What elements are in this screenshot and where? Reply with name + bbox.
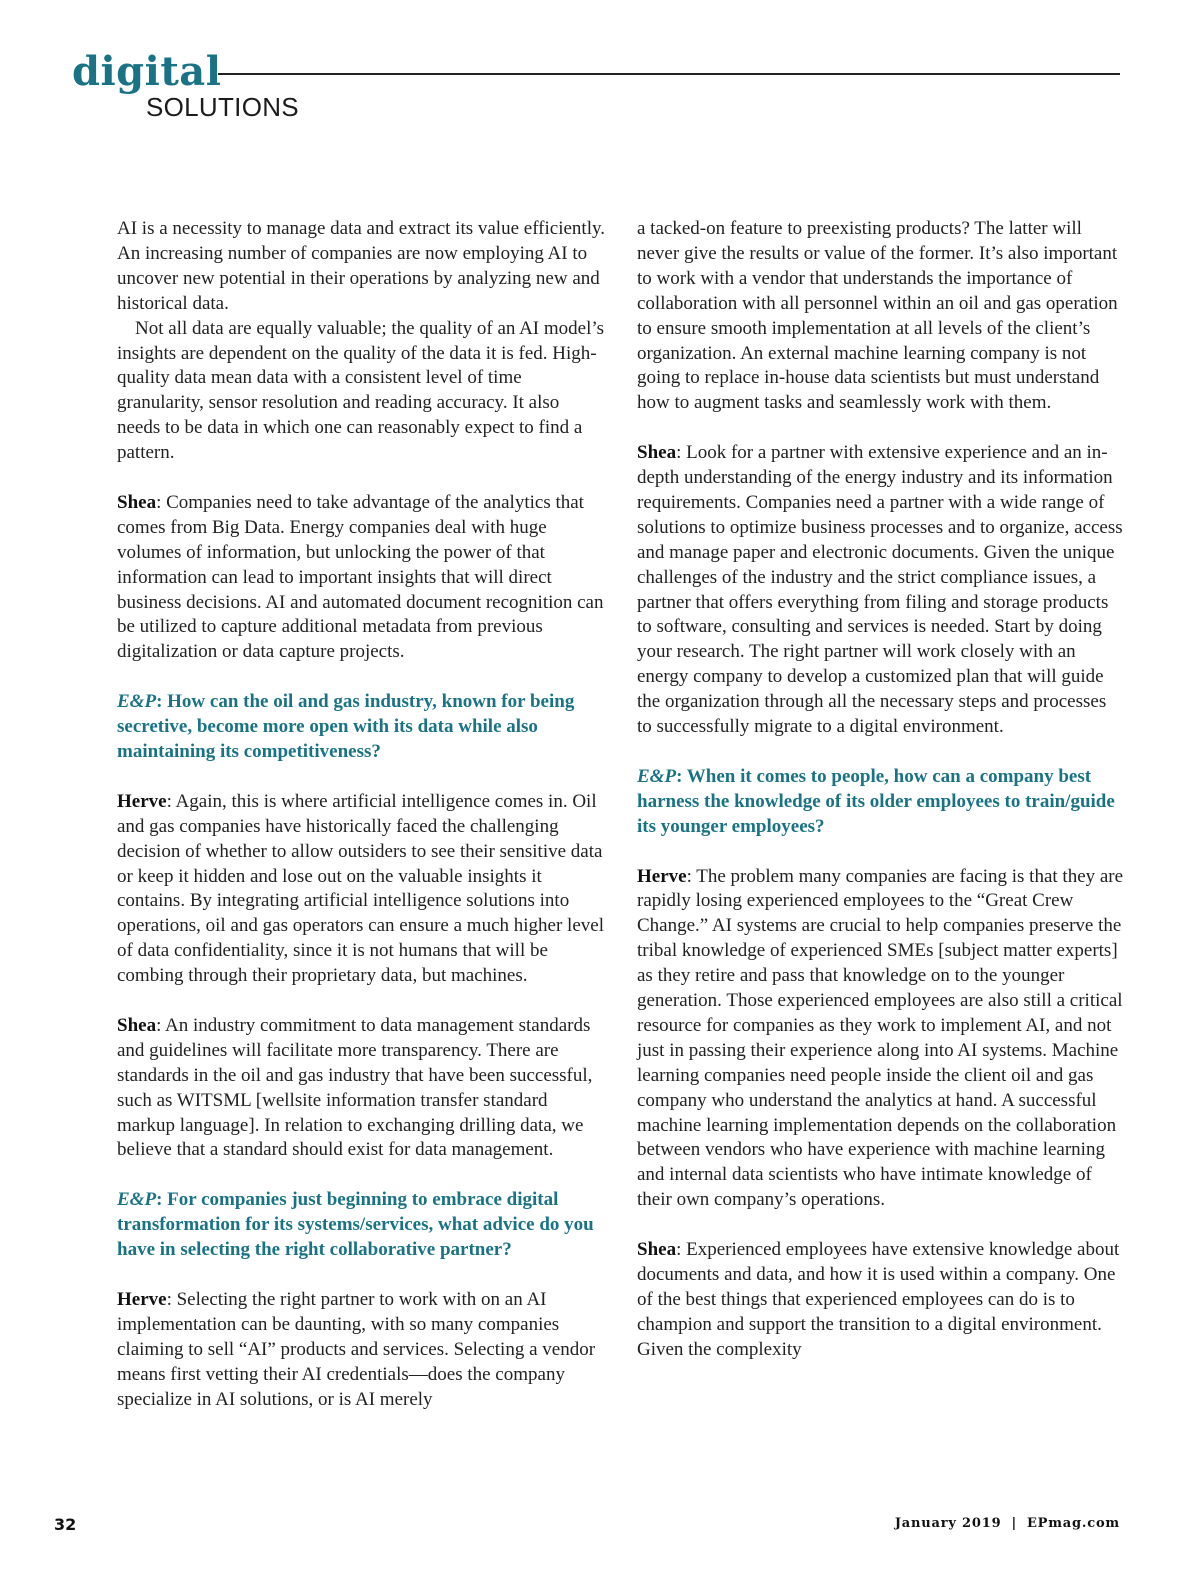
speaker-name: Herve <box>117 1288 167 1310</box>
speaker-name: Shea <box>637 1239 677 1261</box>
answer-shea <box>117 1014 607 1163</box>
answer-text: : Experienced employees have extensive knowledge about documents and data, and how it is used within a company. One of the best things that experienced employees can do is to champion and support the transition to a digital environment. Given the complexity <box>637 1239 1120 1360</box>
question <box>637 765 1125 840</box>
right-column <box>637 217 1125 1363</box>
answer-text: : Selecting the right partner to work with on an AI implementation can be daunting, with so many companies claiming to sell “AI” products and services. Selecting a vendor means first vetting their AI credentials—does the company specialize in AI solutions, or is AI merely <box>117 1288 596 1410</box>
answer-herve <box>637 865 1125 1214</box>
question-text: : How can the oil and gas industry, known for being secretive, become more open with its data while also maintaining its competitiveness? <box>117 691 575 762</box>
question-prefix: E&P <box>637 765 677 787</box>
question <box>117 1188 607 1263</box>
page-number: 32 <box>54 1515 77 1534</box>
answer-herve <box>117 790 607 989</box>
answer-text: : Again, this is where artificial intelligence comes in. Oil and gas companies have historically faced the challenging decision of whether to allow outsiders to see their sensitive data or keep it hidden and lose out on the valuable insights it contains. By integrating artificial intelligence solutions into operations, oil and gas operators can ensure a much higher level of data confidentiality, since it is not humans that will be combing through their proprietary data, but machines. <box>117 790 604 987</box>
speaker-name: Herve <box>637 865 687 887</box>
left-column <box>117 217 607 1412</box>
answer-text: : Companies need to take advantage of the analytics that comes from Big Data. Energy companies deal with huge volumes of information, but unlocking the power of that information can lead to important insights that will direct business decisions. AI and automated document recognition can be utilized to capture additional metadata from previous digitalization or data capture projects. <box>117 491 604 663</box>
speaker-name: Shea <box>117 491 157 513</box>
speaker-name: Herve <box>117 790 167 812</box>
section-title-digital: digital <box>72 48 222 95</box>
speaker-name: Shea <box>637 442 677 464</box>
section-subtitle-solutions: SOLUTIONS <box>146 92 299 122</box>
paragraph: AI is a necessity to manage data and extract its value efficiently. An increasing number of companies are now employing AI to uncover new potential in their operations by analyzing new and historical data. <box>117 218 606 314</box>
answer-shea <box>637 1238 1125 1363</box>
answer-text: : Look for a partner with extensive experience and an in-depth understanding of the energy industry and its information requirements. Companies need a partner with a wide range of solutions to optimize business processes and to organize, access and manage paper and electronic documents. Given the unique challenges of the industry and the strict compliance issues, a partner that offers everything from filing and storage products to software, consulting and services is needed. Start by doing your research. The right partner will work closely with an energy company to develop a customized plan that will guide the organization through all the necessary steps and processes to successfully migrate to a digital environment. <box>637 442 1123 738</box>
question-text: : For companies just beginning to embrace digital transformation for its systems/services, what advice do you have in selecting the right collaborative partner? <box>117 1189 594 1261</box>
header-rule <box>218 73 1120 75</box>
answer-text: : The problem many companies are facing is that they are rapidly losing experienced employees to the “Great Crew Change.” AI systems are crucial to help companies preserve the tribal knowledge of experienced SMEs [subject matter experts] as they retire and pass that knowledge on to the younger generation. Those experienced employees are also still a critical resource for companies as they work to implement AI, and not just in passing their experience along into AI systems. Machine learning companies need people inside the client oil and gas company who understand the analytics at hand. A successful machine learning implementation depends on the collaboration between vendors who have experience with machine learning and internal data scientists who have intimate knowledge of their own company’s operations. <box>637 865 1124 1211</box>
site-link[interactable]: EPmag.com <box>1026 1516 1120 1531</box>
answer-text: : An industry commitment to data management standards and guidelines will facilitate more transparency. There are standards in the oil and gas industry that have been successful, such as WITSML [wellsite information transfer standard markup language]. In relation to exchanging drilling data, we believe that a standard should exist for data management. <box>117 1014 593 1161</box>
question-prefix: E&P <box>117 691 157 713</box>
question-prefix: E&P <box>117 1189 157 1211</box>
footer-issue-site <box>895 1516 1120 1531</box>
issue-date: January 2019 <box>894 1516 1002 1531</box>
paragraph: Not all data are equally valuable; the quality of an AI model’s insights are dependent on the quality of the data it is fed. High-quality data mean data with a consistent level of time granularity, sensor resolution and reading accuracy. It also needs to be data in which one can reasonably expect to find a pattern. <box>117 317 605 464</box>
answer-shea <box>117 491 607 665</box>
answer-herve <box>117 1288 607 1413</box>
answer-shea <box>637 441 1125 740</box>
speaker-name: Shea <box>117 1014 157 1036</box>
paragraph: a tacked-on feature to preexisting products? The latter will never give the results or value of the former. It’s also important to work with a vendor that understands the importance of collaboration with all personnel within an oil and gas operation to ensure smooth implementation at all levels of the client’s organization. An external machine learning company is not going to replace in-house data scientists but must understand how to augment tasks and seamlessly work with them. <box>637 218 1118 414</box>
question <box>117 690 607 765</box>
footer-separator: | <box>1011 1516 1017 1531</box>
question-text: : When it comes to people, how can a company best harness the knowledge of its older employees to train/guide its younger employees? <box>637 765 1115 837</box>
